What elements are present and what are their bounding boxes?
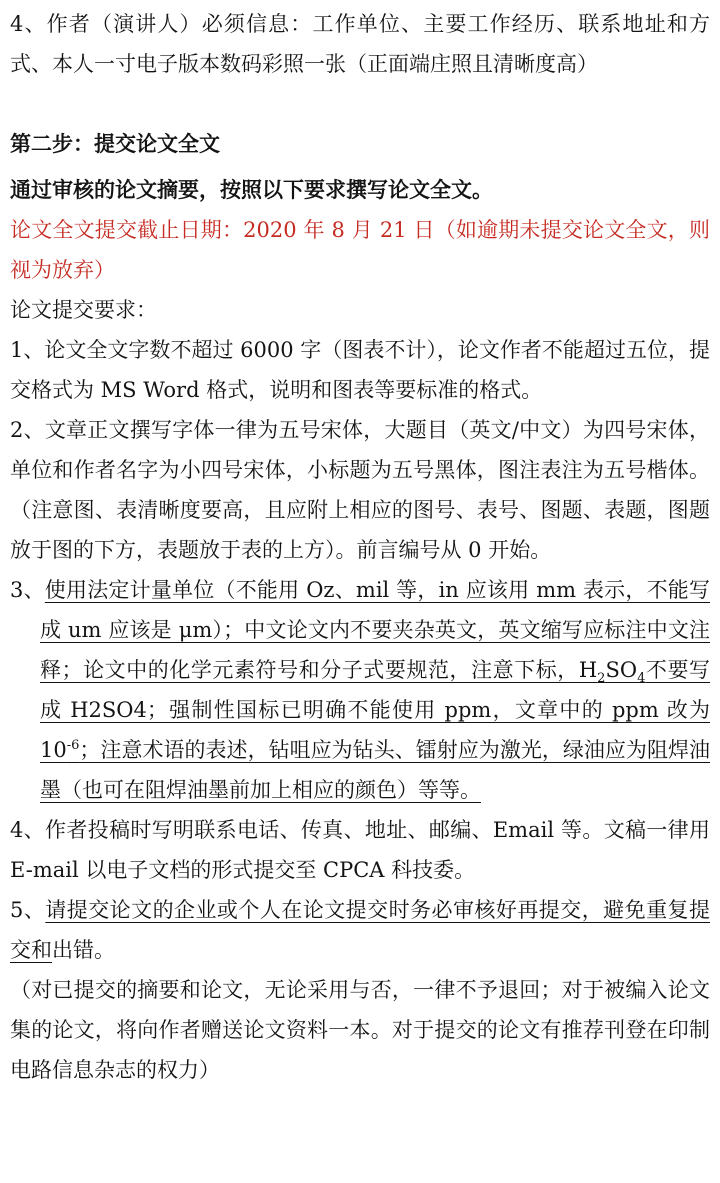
- requirement-item-1: 1、论文全文字数不超过 6000 字（图表不计），论文作者不能超过五位，提交格式为 MS Word 格式，说明和图表等要标准的格式。: [10, 338, 710, 402]
- requirement-item-4: 4、作者投稿时写明联系电话、传真、地址、邮编、Email 等。文稿一律用 E-mail 以电子文档的形式提交至 CPCA 科技委。: [10, 818, 710, 882]
- item3-part1: 使用法定计量单位（不能用 Oz、mil 等，in 应该用 mm 表示，不能写成 um 应该是 μm）；中文论文内不要夹杂英文，英文缩写应标注中文注释；论文中的化学元素符号和分子式要规范，注意下标，H: [40, 578, 710, 682]
- item5-underlined-text: 请提交论文的企业或个人在论文提交时务必审核好再提交，避免重复提交和: [10, 898, 710, 962]
- requirements-title: 论文提交要求：: [10, 298, 157, 322]
- step2-intro: 通过审核的论文摘要，按照以下要求撰写论文全文。: [10, 178, 493, 202]
- prev-list-item: 4、作者（演讲人）必须信息：工作单位、主要工作经历、联系地址和方式、本人一寸电子版本数码彩照一张（正面端庄照且清晰度高）: [10, 12, 710, 76]
- deadline-notice: 论文全文提交截止日期：2020 年 8 月 21 日（如逾期未提交论文全文，则视为放弃）: [10, 218, 710, 282]
- item3-part3: 不要写成 H2SO4；强制性国标已明确不能使用 ppm，文章中的 ppm 改为 10: [40, 658, 711, 762]
- closing-note: （对已提交的摘要和论文，无论采用与否，一律不予退回；对于被编入论文集的论文，将向作者赠送论文资料一本。对于提交的论文有推荐刊登在印制电路信息杂志的权力）: [10, 978, 710, 1082]
- requirement-item-2: 2、文章正文撰写字体一律为五号宋体，大题目（英文/中文）为四号宋体，单位和作者名字为小四号宋体，小标题为五号黑体，图注表注为五号楷体。（注意图、表清晰度要高，且应附上相应的图号、表号、图题、表题，图题放于图的下方，表题放于表的上方）。前言编号从 0 开始。: [10, 418, 710, 562]
- item5-plain-text: 出错。: [52, 938, 115, 962]
- item3-subscript-2: 2: [597, 671, 606, 687]
- item3-part4: ；注意术语的表述，钻咀应为钻头、镭射应为激光，绿油应为阻焊油墨（也可在阻焊油墨前加上相应的颜色）等等。: [40, 738, 710, 802]
- item5-number: 5、: [10, 898, 46, 922]
- item3-subscript-4: 4: [637, 671, 646, 687]
- requirement-item-3: [10, 570, 710, 810]
- item3-superscript-minus6: -6: [66, 738, 80, 753]
- requirement-item-5: [10, 890, 710, 970]
- step2-heading: 第二步：提交论文全文: [10, 132, 220, 156]
- item3-part2: SO: [605, 658, 638, 682]
- item3-number: 3、: [10, 578, 45, 602]
- item3-underlined-text: [40, 578, 710, 802]
